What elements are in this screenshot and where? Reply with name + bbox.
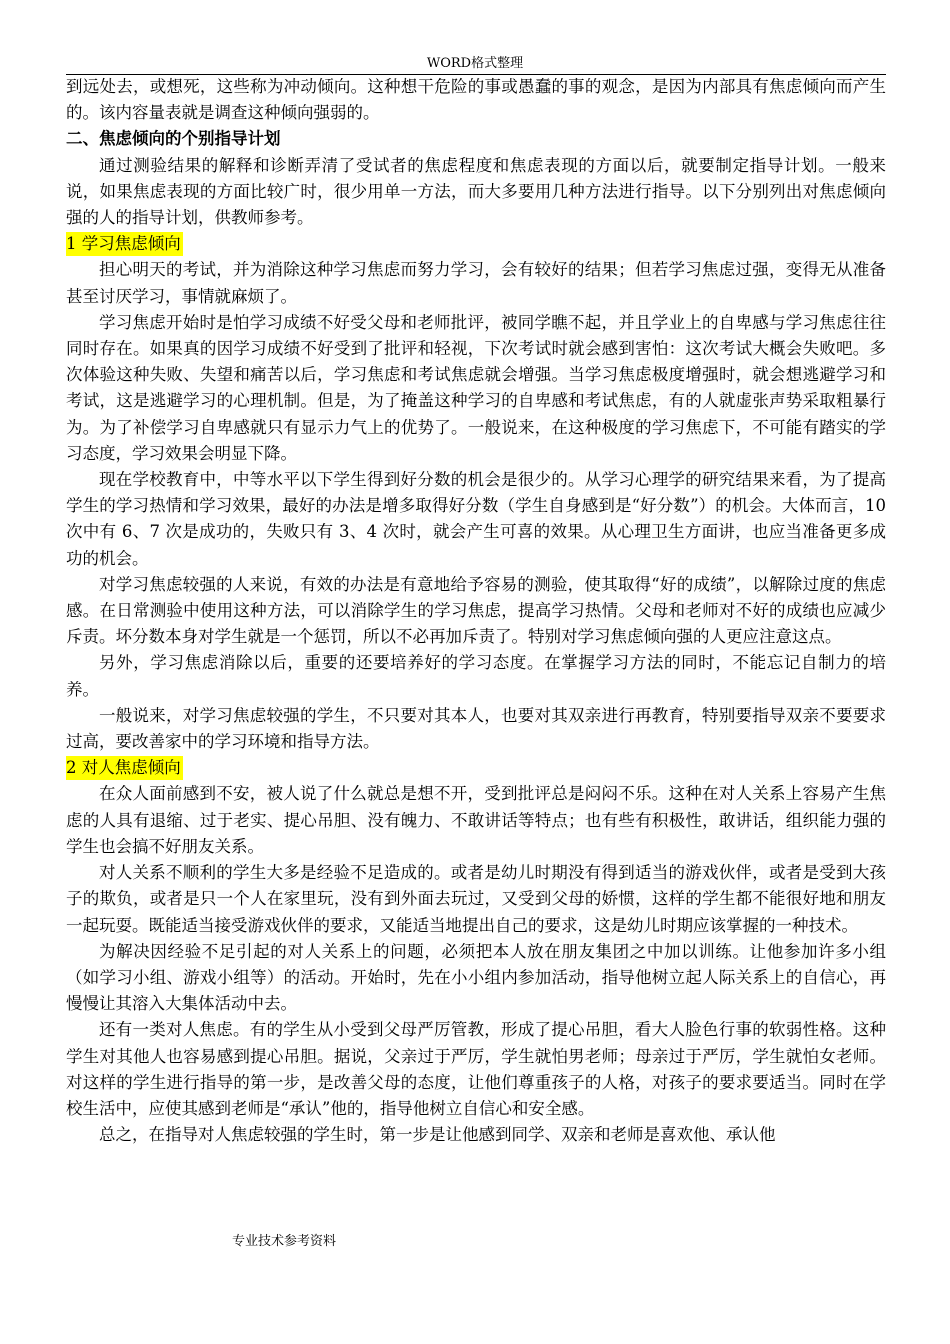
highlighted-heading-text: 1 学习焦虑倾向 (66, 232, 183, 256)
paragraph: 现在学校教育中，中等水平以下学生得到好分数的机会是很少的。从学习心理学的研究结果来看，为了提高学生的学习热情和学习效果，最好的办法是增多取得好分数（学生自身感到是“好分数”）的机会。大体而言，10 次中有 6、7 次是成功的，失败只有 3、4 次时，就会产生可喜的效果。从心理卫生方面讲，也应当准备更多成功的机会。 (66, 470, 886, 568)
highlighted-heading-text: 2 对人焦虑倾向 (66, 756, 183, 780)
paragraph: 学习焦虑开始时是怕学习成绩不好受父母和老师批评，被同学瞧不起，并且学业上的自卑感与学习焦虑往往同时存在。如果真的因学习成绩不好受到了批评和轻视，下次考试时就会感到害怕：这次考试大概会失败吧。多次体验这种失败、失望和痛苦以后，学习焦虑和考试焦虑就会增强。当学习焦虑极度增强时，就会想逃避学习和考试，这是逃避学习的心理机制。但是，为了掩盖这种学习的自卑感和考试焦虑，有的人就虚张声势采取粗暴行为。为了补偿学习自卑感就只有显示力气上的优势了。一般说来，在这种极度的学习焦虑下，不可能有踏实的学习态度，学习效果会明显下降。 (66, 312, 886, 463)
subsection-heading-2 (66, 755, 886, 781)
paragraph: 到远处去，或想死，这些称为冲动倾向。这种想干危险的事或愚蠢的事的观念，是因为内部具有焦虑倾向而产生的。该内容量表就是调查这种倾向强弱的。 (66, 77, 886, 123)
paragraph: 对学习焦虑较强的人来说，有效的办法是有意地给予容易的测验，使其取得“好的成绩”，以解除过度的焦虑感。在日常测验中使用这种方法，可以消除学生的学习焦虑，提高学习热情。父母和老师对不好的成绩也应减少斥责。坏分数本身对学生就是一个惩罚，所以不必再加斥责了。特别对学习焦虑倾向强的人更应注意这点。 (66, 574, 886, 647)
page-header: WORD格式整理 (426, 56, 524, 71)
paragraph: 还有一类对人焦虑。有的学生从小受到父母严厉管教，形成了提心吊胆，看大人脸色行事的软弱性格。这种学生对其他人也容易感到提心吊胆。据说，父亲过于严厉，学生就怕男老师；母亲过于严厉，学生就怕女老师。对这样的学生进行指导的第一步，是改善父母的态度，让他们尊重孩子的人格，对孩子的要求要适当。同时在学校生活中，应使其感到老师是“承认”他的，指导他树立自信心和安全感。 (66, 1020, 886, 1118)
paragraph: 担心明天的考试，并为消除这种学习焦虑而努力学习，会有较好的结果；但若学习焦虑过强，变得无从准备甚至讨厌学习，事情就麻烦了。 (66, 260, 886, 306)
paragraph: 在众人面前感到不安，被人说了什么就总是想不开，受到批评总是闷闷不乐。这种在对人关系上容易产生焦虑的人具有退缩、过于老实、提心吊胆、没有魄力、不敢讲话等特点；也有些有积极性，敢讲话，组织能力强的学生也会搞不好朋友关系。 (66, 784, 886, 856)
page-footer: 专业技术参考资料 (232, 1234, 337, 1249)
section-heading: 二、焦虑倾向的个别指导计划 (66, 129, 281, 149)
paragraph: 一般说来，对学习焦虑较强的学生，不只要对其本人，也要对其双亲进行再教育，特别要指导双亲不要要求过高，要改善家中的学习环境和指导方法。 (66, 705, 886, 752)
paragraph: 另外，学习焦虑消除以后，重要的还要培养好的学习态度。在掌握学习方法的同时，不能忘记自制力的培养。 (66, 653, 886, 699)
paragraph: 通过测验结果的解释和诊断弄清了受试者的焦虑程度和焦虑表现的方面以后，就要制定指导计划。一般来说，如果焦虑表现的方面比较广时，很少用单一方法，而大多要用几种方法进行指导。以下分别列出对焦虑倾向强的人的指导计划，供教师参考。 (66, 155, 886, 228)
subsection-heading-1 (66, 231, 886, 257)
document-body (66, 74, 886, 1148)
paragraph: 为解决因经验不足引起的对人关系上的问题，必须把本人放在朋友集团之中加以训练。让他参加许多小组（如学习小组、游戏小组等）的活动。开始时，先在小小组内参加活动，指导他树立起人际关系上的自信心，再慢慢让其溶入大集体活动中去。 (66, 941, 886, 1014)
paragraph: 对人关系不顺利的学生大多是经验不足造成的。或者是幼儿时期没有得到适当的游戏伙伴，或者是受到大孩子的欺负，或者是只一个人在家里玩，没有到外面去玩过，又受到父母的娇惯，这样的学生都不能很好地和朋友一起玩耍。既能适当接受游戏伙伴的要求，又能适当地提出自己的要求，这是幼儿时期应该掌握的一种技术。 (66, 863, 886, 935)
paragraph: 总之，在指导对人焦虑较强的学生时，第一步是让他感到同学、双亲和老师是喜欢他、承认他 (99, 1125, 776, 1145)
